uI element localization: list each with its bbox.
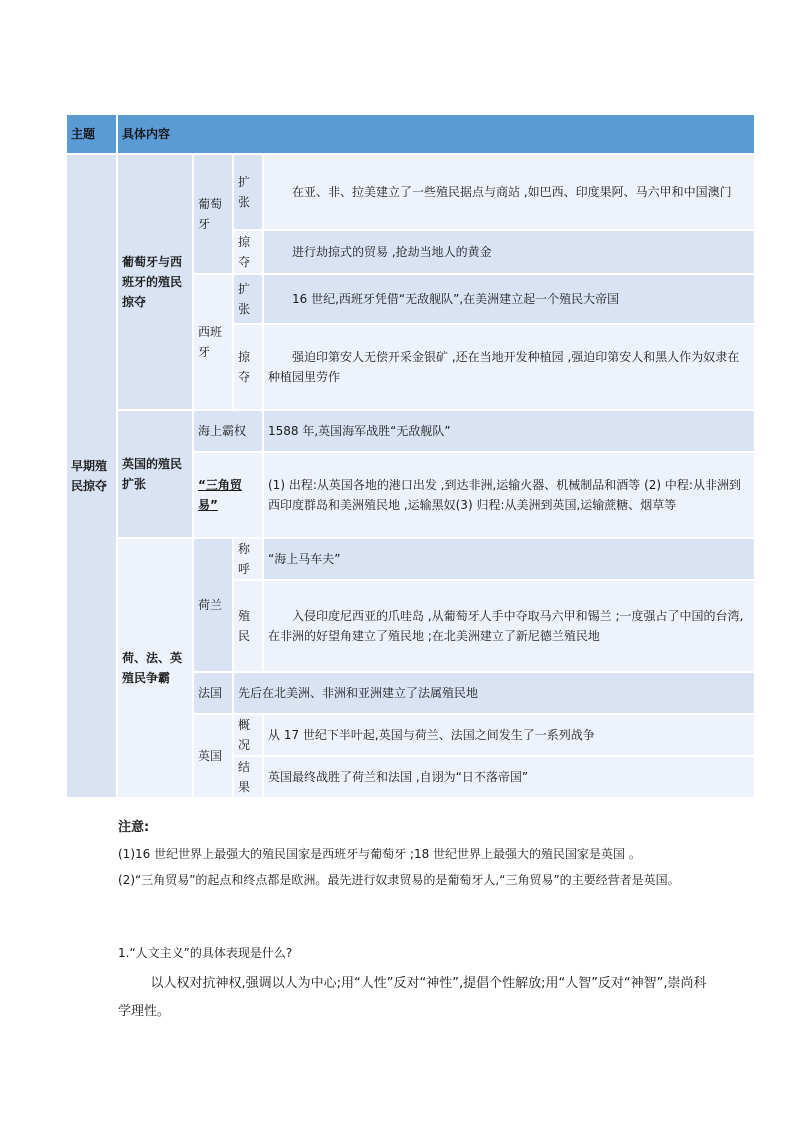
spain-label: 西班牙 [193,274,233,410]
england-overview-label: 概况 [233,714,263,756]
portugal-plunder-label: 掠夺 [233,230,263,274]
netherlands-label: 荷兰 [193,538,233,672]
spain-expand-label: 扩张 [233,274,263,324]
table-header-row [66,114,755,154]
notes-section [118,815,718,893]
britain-expand-title: 英国的殖民扩张 [117,410,193,538]
netherlands-alias-label: 称呼 [233,538,263,580]
portugal-expand-label: 扩张 [233,154,263,230]
england-result-label: 结果 [233,756,263,798]
theme-cell: 早期殖民掠夺 [66,154,117,798]
england-label: 英国 [193,714,233,798]
netherlands-colony-text: 入侵印度尼西亚的爪哇岛 ,从葡萄牙人手中夺取马六甲和锡兰 ;一度强占了中国的台湾,在非洲的好望角建立了殖民地 ;在北美洲建立了新尼德兰殖民地 [263,580,755,672]
triangle-trade-label: “三角贸易” [193,452,263,538]
sea-power-label: 海上霸权 [193,410,263,452]
spain-plunder-text: 强迫印第安人无偿开采金银矿 ,还在当地开发种植园 ,强迫印第安人和黑人作为奴隶在种植园里劳作 [263,324,755,410]
notes-title: 注意: [118,820,150,835]
france-label: 法国 [193,672,233,714]
netherlands-alias-text: “海上马车夫” [263,538,755,580]
sea-power-text: 1588 年,英国海军战胜“无敌舰队” [263,410,755,452]
header-content: 具体内容 [117,114,755,154]
portugal-plunder-text: 进行劫掠式的贸易 ,抢劫当地人的黄金 [263,230,755,274]
spain-expand-text: 16 世纪,西班牙凭借“无敌舰队”,在美洲建立起一个殖民大帝国 [263,274,755,324]
notes-item-2: (2)“三角贸易”的起点和终点都是欧洲。最先进行奴隶贸易的是葡萄牙人,“三角贸易”的主要经营者是英国。 [118,873,680,887]
hegemony-title: 荷、法、英殖民争霸 [117,538,193,798]
colonial-table [65,113,756,799]
triangle-trade-text: (1) 出程:从英国各地的港口出发 ,到达非洲,运输火器、机械制品和酒等 (2) 中程:从非洲到西印度群岛和美洲殖民地 ,运输黑奴(3) 归程:从美洲到英国,运输蔗糖、烟草等 [263,452,755,538]
england-overview-text: 从 17 世纪下半叶起,英国与荷兰、法国之间发生了一系列战争 [263,714,755,756]
spain-plunder-label: 掠夺 [233,324,263,410]
notes-item-1: (1)16 世纪世界上最强大的殖民国家是西班牙与葡萄牙 ;18 世纪世界上最强大的殖民国家是英国 。 [118,847,641,861]
portugal-spain-title: 葡萄牙与西班牙的殖民掠夺 [117,154,193,410]
header-theme: 主题 [66,114,117,154]
france-text: 先后在北美洲、非洲和亚洲建立了法属殖民地 [233,672,755,714]
portugal-label: 葡萄牙 [193,154,233,274]
portugal-expand-text: 在亚、非、拉美建立了一些殖民据点与商站 ,如巴西、印度果阿、马六甲和中国澳门 [263,154,755,230]
netherlands-colony-label: 殖民 [233,580,263,672]
question: 1.“人文主义”的具体表现是什么? [118,946,293,960]
england-result-text: 英国最终战胜了荷兰和法国 ,自诩为“日不落帝国” [263,756,755,798]
answer: 以人权对抗神权,强调以人为中心;用“人性”反对“神性”,提倡个性解放;用“人智”反对“神智”,崇尚科学理性。 [118,976,707,1019]
